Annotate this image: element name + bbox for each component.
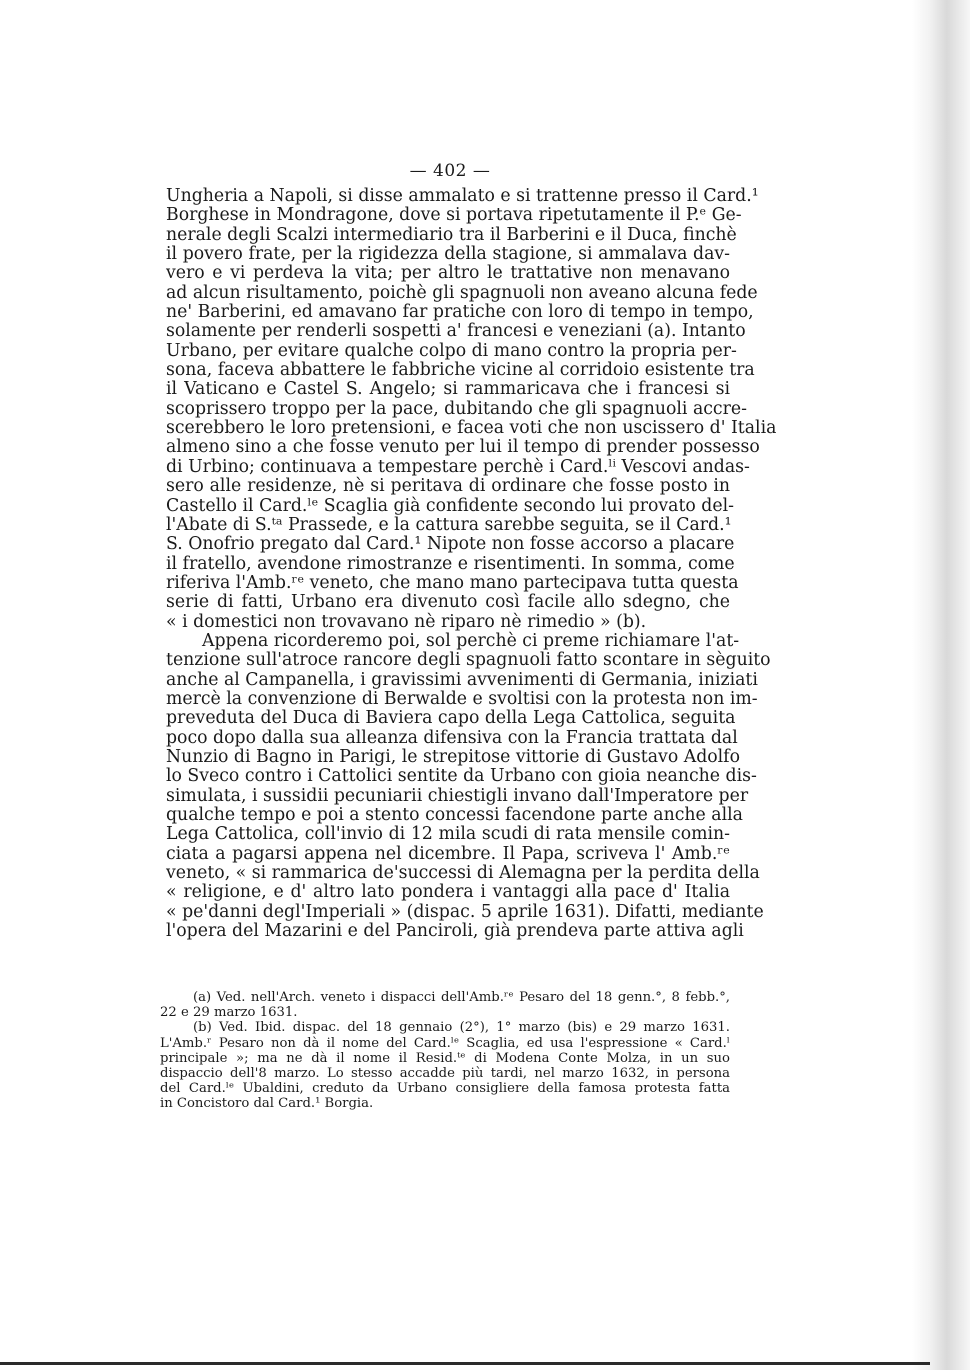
text-line: poco dopo dalla sua alleanza difensiva con la Francia trattata dal xyxy=(166,727,738,748)
footnote-line: principale »; ma ne dà il nome il Resid.ᵗᵉ di Modena Conte Molza, in un suo xyxy=(160,1050,730,1066)
text-line: serie di fatti, Urbano era divenuto così facile allo sdegno, che xyxy=(166,592,730,613)
scanned-page-edge xyxy=(912,0,970,1370)
text-line: mercè la convenzione di Berwalde e svoltisi con la protesta non im- xyxy=(166,688,758,709)
scan-bottom-border xyxy=(0,1362,930,1365)
footnotes xyxy=(160,990,730,1112)
text-line: ne' Barberini, ed amavano far pratiche con loro di tempo in tempo, xyxy=(166,302,754,323)
text-line: ciata a pagarsi appena nel dicembre. Il Papa, scriveva l' Amb.ʳᵉ xyxy=(166,843,730,864)
text-line: l'opera del Mazarini e del Panciroli, già prendeva parte attiva agli xyxy=(166,921,744,942)
text-line: Appena ricorderemo poi, sol perchè ci preme richiamare l'at- xyxy=(202,630,740,651)
text-line: l'Abate di S.ᵗᵃ Prassede, e la cattura sarebbe seguita, se il Card.¹ xyxy=(166,514,732,535)
text-line: sero alle residenze, nè si peritava di ordinare che fosse posto in xyxy=(166,476,730,497)
text-line: tenzione sull'atroce rancore degli spagnuoli fatto scontare in sèguito xyxy=(166,650,771,671)
text-line: Nunzio di Bagno in Parigi, le strepitose vittorie di Gustavo Adolfo xyxy=(166,746,740,767)
text-line: « pe'danni degl'Imperiali » (dispac. 5 aprile 1631). Difatti, mediante xyxy=(166,901,764,922)
text-line: veneto, « si rammarica de'successi di Alemagna per la perdita della xyxy=(166,863,760,884)
text-line: qualche tempo e poi a stento concessi facendone parte anche alla xyxy=(166,805,743,825)
footnote-line: del Card.ˡᵉ Ubaldini, creduto da Urbano consigliere della famosa protesta fatta xyxy=(160,1081,730,1097)
main-text xyxy=(166,186,777,942)
text-line: nerale degli Scalzi intermediario tra il Barberini e il Duca, finchè xyxy=(166,224,737,245)
text-line: vero e vi perdeva la vita; per altro le trattative non menavano xyxy=(166,263,730,284)
text-line: anche al Campanella, i gravissimi avvenimenti di Germania, iniziati xyxy=(166,669,758,690)
text-line: almeno sino a che fosse venuto per lui il tempo di prender possesso xyxy=(166,437,760,458)
footnote-line: L'Amb.ʳ Pesaro non dà il nome del Card.ˡᵉ Scaglia, ed usa l'espressione « Card.ˡ xyxy=(160,1035,730,1051)
page-number: — 402 — xyxy=(409,161,491,181)
footnote-line: in Concistoro dal Card.¹ Borgia. xyxy=(160,1096,374,1112)
text-line: scoprissero troppo per la pace, dubitando che gli spagnuoli accre- xyxy=(166,398,747,419)
footnote-line: (b) Ved. Ibid. dispac. del 18 gennaio (2°), 1° marzo (bis) e 29 marzo 1631. xyxy=(193,1020,730,1036)
text-line: Urbano, per evitare qualche colpo di mano contro la propria per- xyxy=(166,340,737,361)
text-line: scerebbero le loro pretensioni, e facea voti che non uscissero d' Italia xyxy=(166,418,777,439)
text-line: Borghese in Mondragone, dove si portava ripetutamente il P.ᵉ Ge- xyxy=(166,205,742,226)
text-line: S. Onofrio pregato dal Card.¹ Nipote non fosse accorso a placare xyxy=(166,534,735,555)
footnote-line: 22 e 29 marzo 1631. xyxy=(160,1005,298,1021)
footnote-line: dispaccio dell'8 marzo. Lo stesso accadde più tardi, nel marzo 1632, in persona xyxy=(160,1065,730,1081)
text-line: sona, faceva abbattere le fabbriche vicine al corridoio esistente tra xyxy=(166,360,755,381)
text-line: lo Sveco contro i Cattolici sentite da Urbano con gioia neanche dis- xyxy=(166,766,757,787)
text-line: ad alcun risultamento, poichè gli spagnuoli non aveano alcuna fede xyxy=(166,282,758,303)
text-line: solamente per renderli sospetti a' francesi e veneziani (a). Intanto xyxy=(166,321,746,342)
text-line: simulata, i sussidii pecuniarii chiestigli invano dall'Imperatore per xyxy=(166,785,749,806)
text-line: il povero frate, per la rigidezza della stagione, si ammalava dav- xyxy=(166,244,730,265)
text-line: riferiva l'Amb.ʳᵉ veneto, che mano mano partecipava tutta questa xyxy=(166,572,739,593)
text-line: « i domestici non trovavano nè riparo nè rimedio » (b). xyxy=(166,611,647,632)
text-line: « religione, e d' altro lato pondera i vantaggi alla pace d' Italia xyxy=(166,882,730,903)
text-line: il fratello, avendone rimostranze e risentimenti. In somma, come xyxy=(166,553,735,574)
text-line: Castello il Card.ˡᵉ Scaglia già confidente secondo lui provato del- xyxy=(166,495,734,516)
text-line: Lega Cattolica, coll'invio di 12 mila scudi di rata mensile comin- xyxy=(166,824,730,845)
text-line: Ungheria a Napoli, si disse ammalato e si trattenne presso il Card.¹ xyxy=(166,186,759,206)
text-line: preveduta del Duca di Baviera capo della Lega Cattolica, seguita xyxy=(166,708,736,729)
footnote-line: (a) Ved. nell'Arch. veneto i dispacci dell'Amb.ʳᵉ Pesaro del 18 genn.°, 8 febb.°, xyxy=(193,990,730,1005)
text-line: di Urbino; continuava a tempestare perchè i Card.ˡⁱ Vescovi andas- xyxy=(166,456,750,477)
text-line: il Vaticano e Castel S. Angelo; si rammaricava che i francesi si xyxy=(166,379,730,400)
